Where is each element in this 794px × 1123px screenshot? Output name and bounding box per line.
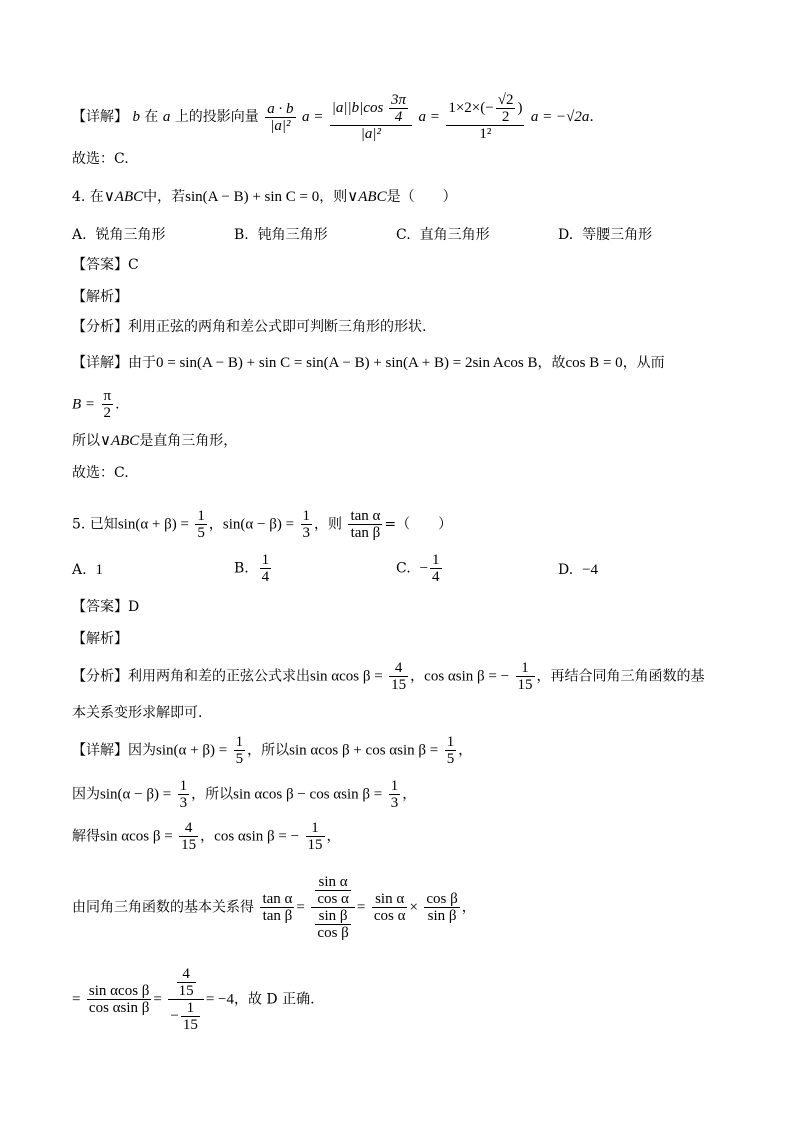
q3-text1: 在 — [144, 109, 159, 125]
q5-detail-4: 由同角三角函数的基本关系得 $\frac{\text{tan α}}{\text{tan β}}$ = $\frac{\frac{\text{sin α}}{\text{cos α}}}{\frac{\text{sin β}}{\text{cos β}}}$ = $\frac{\text{sin α}}{\text{cos α}}$ × $\frac{\text{cos β}}{\text{sin β}}$ ， — [72, 874, 476, 941]
vector-b: b — [132, 109, 140, 125]
projection-result: a = −√2a — [530, 109, 590, 125]
q5-detail-5: = $\frac{\text{sin αcos β}}{\text{cos αsin β}}$ = $\frac{4}{15}$ − $\frac{1}{15}$ = −4，故 D 正确. — [72, 966, 315, 1033]
q4-equation: sin(A − B) + sin C = 0 — [185, 189, 320, 205]
q4-analysis-heading: 【解析】 — [72, 289, 128, 305]
q5-option-b[interactable]: B. $\frac{1}{4}$ — [234, 552, 270, 585]
q4-option-d[interactable]: D. 等腰三角形 — [558, 227, 653, 243]
detail-tag: 【详解】 — [72, 109, 128, 125]
q4-detail-equation: 0 = sin(A − B) + sin C = sin(A − B) + sin(A + B) = 2sin Acos B — [156, 355, 538, 371]
vector-a: a — [162, 109, 171, 125]
q5-analysis-heading: 【解析】 — [72, 631, 128, 647]
q5-detail-3: 解得sin αcos β = $\frac{4}{15}$ ，cos αsin β = − $\frac{1}{15}$ ， — [72, 820, 341, 853]
frac2-denominator: |a|² — [360, 126, 382, 142]
q5-option-d[interactable]: D. −4 — [558, 562, 599, 578]
q5-option-a[interactable]: A. 1 — [72, 562, 103, 578]
q4-answer: 【答案】C — [72, 257, 139, 273]
projection-fraction-1 — [265, 101, 295, 134]
q3-eq-part: a = — [301, 109, 324, 125]
q4-fenxi: 【分析】利用正弦的两角和差公式即可判断三角形的形状. — [72, 319, 427, 335]
q3-choose: 故选：C. — [72, 151, 129, 167]
q4-option-a[interactable]: A. 锐角三角形 — [72, 227, 166, 243]
angle-fraction: $\frac{3\pi}{4}$ — [391, 92, 407, 125]
frac1-denominator: |a|² — [270, 117, 291, 134]
compound-fraction: $\frac{\frac{\text{sin α}}{\text{cos α}}}{\frac{\text{sin β}}{\text{cos β}}}$ — [311, 874, 355, 941]
projection-fraction-2 — [330, 92, 412, 142]
frac3-denominator: 1² — [479, 126, 492, 142]
frac1-numerator: a · b — [267, 100, 294, 117]
q4-choose: 故选：C. — [72, 465, 129, 481]
q5-fenxi-line2: 本关系变形求解即可. — [72, 705, 203, 721]
q4-b-value: B = $\frac{\pi}{2}$ . — [72, 388, 120, 421]
q4-detail: 【详解】由于0 = sin(A − B) + sin C = sin(A − B) + sin(A + B) = 2sin Acos B，故cos B = 0，从而 — [72, 355, 665, 371]
q3-detail-line: 【详解】 b 在 a 上的投影向量 $\frac{a \cdot b}{\text{|a|²}}$ a = |a||b|cos $\frac{3\pi}{4}$ |a|² a = 1×2×(− $\frac{√2}{2}$ ) 1² a = −√2a. — [72, 92, 594, 142]
q5-detail-1: 【详解】因为sin(α + β) = $\frac{1}{5}$ ，所以sin αcos β + cos αsin β = $\frac{1}{5}$ ， — [72, 734, 473, 767]
q4-option-b[interactable]: B. 钝角三角形 — [234, 227, 328, 243]
q5-answer: 【答案】D — [72, 599, 140, 615]
q5-detail-2: 因为sin(α − β) = $\frac{1}{3}$ ，所以sin αcos β − cos αsin β = $\frac{1}{3}$ ， — [72, 778, 417, 811]
frac2-numerator: |a||b|cos — [331, 99, 384, 116]
q4-option-c[interactable]: C. 直角三角形 — [396, 227, 490, 243]
projection-fraction-3: 1×2×(− $\frac{√2}{2}$ ) 1² — [448, 92, 523, 142]
q4-conclusion: 所以∨ABC是直角三角形， — [72, 433, 238, 449]
q5-fenxi: 【分析】利用两角和差的正弦公式求出sin αcos β = $\frac{4}{15}$ ，cos αsin β = − $\frac{1}{15}$ ，再结合同角三角函数的基 — [72, 660, 705, 693]
q5-option-c[interactable]: C. − $\frac{1}{4}$ — [396, 552, 440, 585]
compound-fraction-2: $\frac{4}{15}$ − $\frac{1}{15}$ — [168, 966, 203, 1033]
q3-text2: 上的投影向量 — [174, 109, 259, 125]
q5-stem: 5. 已知sin(α + β) = $\frac{1}{5}$ ，sin(α − β) = $\frac{1}{3}$ ，则 $\frac{\text{tan α}}{\text{tan β}}$ =（ ） — [72, 508, 453, 541]
q4-stem: 4. 在∨ABC中，若sin(A − B) + sin C = 0，则∨ABC是（ ） — [72, 189, 457, 205]
